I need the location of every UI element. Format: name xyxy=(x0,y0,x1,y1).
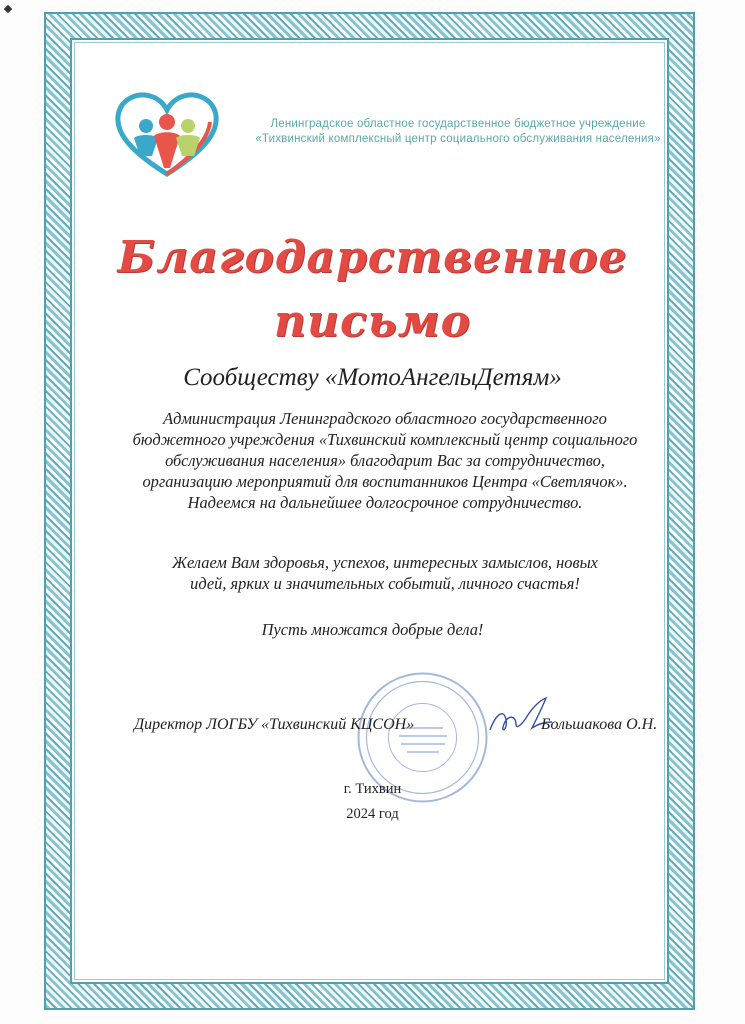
body-line: бюджетного учреждения «Тихвинский комплексный центр социального xyxy=(132,430,638,449)
wish-line: идей, ярких и значительных событий, личного счастья! xyxy=(190,574,580,593)
wish-line: Желаем Вам здоровья, успехов, интересных замыслов, новых xyxy=(172,553,598,572)
signer-name: Большакова О.Н. xyxy=(541,716,658,733)
body-line: организацию мероприятий для воспитанников Центра «Светлячок». xyxy=(142,472,628,491)
year: 2024 год xyxy=(346,806,399,822)
org-line-2: «Тихвинский комплексный центр социального обслуживания населения» xyxy=(255,133,661,145)
body-line: Администрация Ленинградского областного государственного xyxy=(163,409,607,428)
org-line-1: Ленинградское областное государственное бюджетное учреждение xyxy=(270,118,646,130)
wish-paragraph xyxy=(140,552,630,594)
recipient: Сообществу «МотоАнгелыДетям» xyxy=(183,364,562,391)
heart-people-logo-icon xyxy=(112,90,222,180)
title-line-1: Благодарственное xyxy=(117,232,628,283)
body-line: обслуживания населения» благодарит Вас за сотрудничество, xyxy=(165,451,605,470)
title-line-2: письмо xyxy=(274,296,471,347)
motto: Пусть множатся добрые дела! xyxy=(261,620,484,639)
body-paragraph xyxy=(120,408,650,513)
signer-position: Директор ЛОГБУ «Тихвинский КЦСОН» xyxy=(134,716,415,733)
organization-header xyxy=(228,117,688,147)
body-line: Надеемся на дальнейшее долгосрочное сотрудничество. xyxy=(187,493,583,512)
scan-mark xyxy=(4,5,12,13)
city: г. Тихвин xyxy=(343,781,402,797)
